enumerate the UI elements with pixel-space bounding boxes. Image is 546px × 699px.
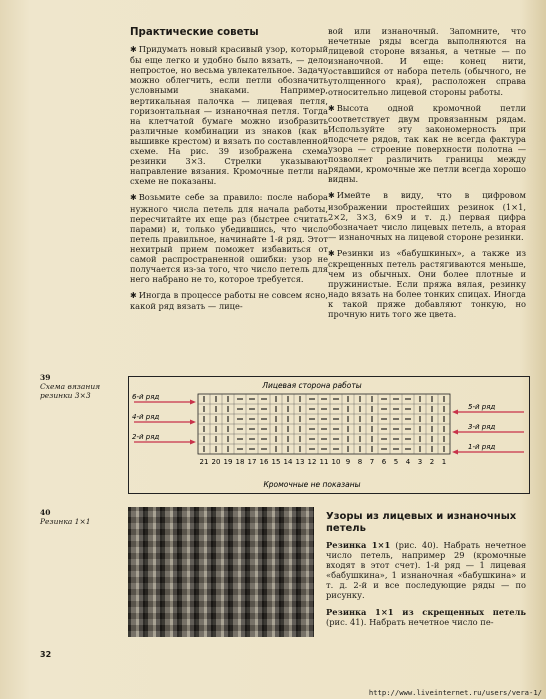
stitch-grid (198, 394, 450, 454)
column-number-label: 12 (307, 458, 317, 466)
column-number-label: 10 (331, 458, 341, 466)
column-number-label: 20 (211, 458, 221, 466)
column-number-label: 6 (381, 458, 387, 466)
column-number-label: 21 (199, 458, 209, 466)
row-label-right: 3-й ряд (468, 423, 496, 431)
figure-40-caption: 40 Резинка 1×1 (40, 508, 91, 526)
page-number: 32 (40, 650, 52, 659)
row-label-right: 1-й ряд (468, 443, 496, 451)
paragraph: ✱ Высота одной кромочной петли соответствует двум провязанным рядам. Используйте эту закономерность при подсчете рядов, так как не всегда фактура узора — строение поверхности полотна — позволяет различить границы между рядами, кромочные же петли всегда хорошо видны. (328, 102, 526, 185)
arrow-head-icon (190, 400, 196, 405)
paragraph: ✱ Иногда в процессе работы не совсем ясно, какой ряд вязать — лице- (130, 290, 328, 312)
right-column (328, 26, 526, 326)
arrow-head-icon (190, 440, 196, 445)
row-label-right: 5-й ряд (468, 403, 496, 411)
star-bullet-icon: ✱ (130, 291, 137, 301)
paragraph: ✱ Возьмите себе за правило: после набора нужного числа петель для начала работы, пересчитайте их еще раз (быстрее считать парами) и, только убедившись, что число петель правильное, начинайте 1-й ряд. Этот нехитрый прием поможет избавиться от самой распространенной ошибки: узор не получается из-за того, что число петель для него набрано не то, которое требуется. (130, 192, 328, 285)
row-label-left: 4-й ряд (132, 413, 160, 421)
section-heading-patterns: Узоры из лицевых и изнаночных петель (326, 511, 517, 534)
column-number-label: 14 (283, 458, 293, 466)
chart-bottom-label: Кромочные не показаны (263, 480, 361, 489)
chart-top-label: Лицевая сторона работы (262, 381, 362, 390)
column-number-label: 2 (429, 458, 435, 466)
patterns-section (326, 511, 526, 633)
column-number-label: 18 (235, 458, 245, 466)
column-number-label: 13 (295, 458, 305, 466)
rib-knitting-chart (128, 376, 530, 494)
column-number-label: 3 (417, 458, 423, 466)
paragraph: Резинка 1×1 (рис. 40). Набрать нечетное число петель, например 29 (кромочные входят в этот счет). 1-й ряд — 1 лицевая «бабушкина», 1 изнаночная «бабушкина» и т. д. 2-й и все последующие ряды — по рисунку. (326, 540, 527, 601)
paragraph: вой или изнаночный. Запомните, что нечетные ряды всегда выполняются на лицевой стороне вязанья, а четные — по изнаночной. И еще: конец нити, оставшийся от набора петель (обычного, не утолщенного края), расположен справа относительно лицевой стороны работы. (328, 26, 526, 97)
column-number-label: 4 (405, 458, 411, 466)
star-bullet-icon: ✱ (328, 191, 335, 201)
paragraph: ✱ Резинки из «бабушкиных», а также из скрещенных петель растягиваются меньше, чем из обычных. Они более плотные и пружинистые. Если пряжа вялая, резинку надо вязать на более тонких спицах. Иногда к такой пряже добавляют тонкую, но прочную нить того же цвета. (328, 247, 526, 320)
column-number-label: 9 (345, 458, 351, 466)
column-number-label: 16 (259, 458, 269, 466)
star-bullet-icon: ✱ (328, 248, 335, 258)
paragraph: ✱ Придумать новый красивый узор, который бы еще легко и удобно было вязать, — дело непростое, но весьма увлекательное. Задачу можно облегчить, если петли обозначить условными знаками. Например, вертикальная палочка — лицевая петля, горизонтальная — изнаночная петля. Тогда на клетчатой бумаге можно изобразить различные комбинации из знаков (как в вышивке крестом) и вязать по составленной схеме. На рис. 39 изображена схема резинки 3×3. Стрелки указывают направление вязания. Кромочные петли на схеме не показаны. (130, 44, 328, 187)
column-number-label: 1 (441, 458, 447, 466)
rib-knit-photo (128, 507, 314, 637)
column-number-label: 5 (393, 458, 399, 466)
column-number-label: 19 (223, 458, 233, 466)
arrow-head-icon (452, 450, 458, 455)
section-heading-practical-tips: Практические советы (130, 27, 259, 38)
column-number-label: 17 (247, 458, 257, 466)
column-number-label: 7 (369, 458, 375, 466)
star-bullet-icon: ✱ (130, 45, 137, 55)
column-number-label: 8 (357, 458, 363, 466)
arrow-head-icon (190, 420, 196, 425)
arrow-head-icon (452, 410, 458, 415)
star-bullet-icon: ✱ (328, 103, 335, 113)
row-labels (132, 393, 524, 455)
figure-39-caption: 39 Схема вязания резинки 3×3 (40, 373, 101, 400)
arrow-head-icon (452, 430, 458, 435)
column-numbers (200, 458, 447, 466)
star-bullet-icon: ✱ (130, 193, 137, 203)
column-number-label: 15 (271, 458, 281, 466)
row-label-left: 6-й ряд (132, 393, 160, 401)
left-column (130, 28, 328, 317)
paragraph: Резинка 1×1 из скрещенных петель (рис. 41). Набрать нечетное число пе- (326, 606, 526, 627)
column-number-label: 11 (319, 458, 329, 466)
watermark-url: http://www.liveinternet.ru/users/vera-1/ (368, 688, 542, 697)
row-label-left: 2-й ряд (132, 433, 160, 441)
paragraph: ✱ Имейте в виду, что в цифровом изображении простейших резинок (1×1, 2×2, 3×3, 6×9 и т. д.) первая цифра обозначает число лицевых петель, а вторая — изнаночных на лицевой стороне резинки. (328, 190, 526, 242)
